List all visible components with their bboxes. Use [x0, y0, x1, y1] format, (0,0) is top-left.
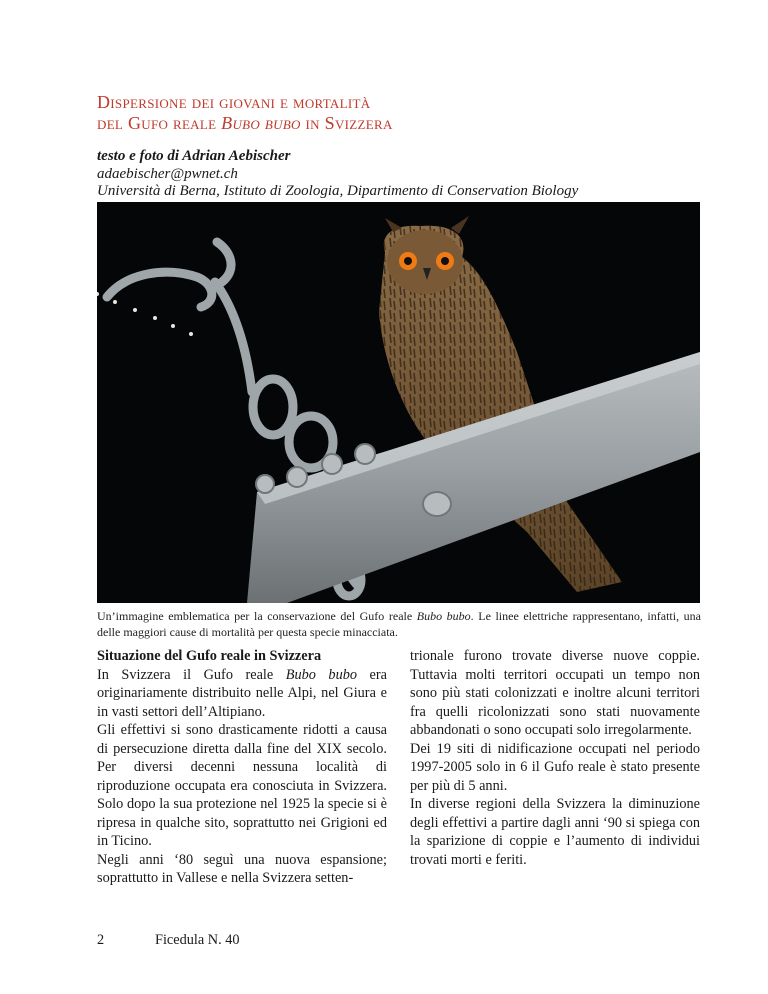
- paragraph-5: Dei 19 siti di nidificazione occupati nel periodo 1997-2005 solo in 6 il Gufo reale è stato presente per più di 5 anni.: [410, 740, 700, 794]
- title-line-2: del Gufo reale Bubo bubo in Svizzera: [97, 113, 393, 133]
- paragraph-4: trionale furono trovate diverse nuove coppie. Tuttavia molti territori occupati un tempo non sono più stati colonizzati e inoltre alcuni territori fra quelli ricolonizzati sono stati nuovamente abbandonati o sono occupati solo irregolarmente.: [410, 648, 700, 738]
- photo-caption: Un’immagine emblematica per la conservazione del Gufo reale Bubo bubo. Le linee elettriche rappresentano, infatti, una delle maggiori cause di mortalità per questa specie minacciata.: [97, 609, 701, 639]
- section-heading: Situazione del Gufo reale in Svizzera: [97, 648, 322, 664]
- right-column: [410, 647, 700, 869]
- page-number: 2: [97, 932, 105, 948]
- paragraph-6: In diverse regioni della Svizzera la diminuzione degli effettivi a partire dagli anni ‘90 si spiega con la sparizione di coppie e l’aumento di individui trovati morti e feriti.: [410, 796, 700, 868]
- author-affiliation: Università di Berna, Istituto di Zoologia, Dipartimento di Conservation Biology: [97, 183, 579, 199]
- author-email[interactable]: adaebischer@pwnet.ch: [97, 165, 238, 182]
- photo-illustration: [97, 202, 700, 603]
- paragraph-3: Negli anni ‘80 seguì una nuova espansione; soprattutto in Vallese e nella Svizzera setten-: [97, 851, 387, 886]
- title-line-1: Dispersione dei giovani e mortalità: [97, 92, 371, 112]
- byline: [97, 148, 737, 201]
- title-species: Bubo bubo: [221, 113, 301, 133]
- eagle-owl-on-pylon-photo: [97, 202, 700, 603]
- paragraph-1: In Svizzera il Gufo reale Bubo bubo era originariamente distribuito nelle Alpi, nel Giura e in vasti settori dell’Altipiano.: [97, 666, 387, 720]
- paragraph-2: Gli effettivi si sono drasticamente ridotti a causa di persecuzione diretta dalla fine del XIX secolo. Per diversi decenni nessuna località di riproduzione occupata era conosciuta in Svizzera. Solo dopo la sua protezione nel 1925 la specie si è ripresa in qualche sito, soprattutto nei Grigioni ed in Ticino.: [97, 722, 387, 849]
- author: testo e foto di Adrian Aebischer: [97, 148, 291, 164]
- magazine-issue: Ficedula N. 40: [155, 932, 240, 948]
- left-column: [97, 647, 387, 888]
- article-title: [97, 92, 697, 134]
